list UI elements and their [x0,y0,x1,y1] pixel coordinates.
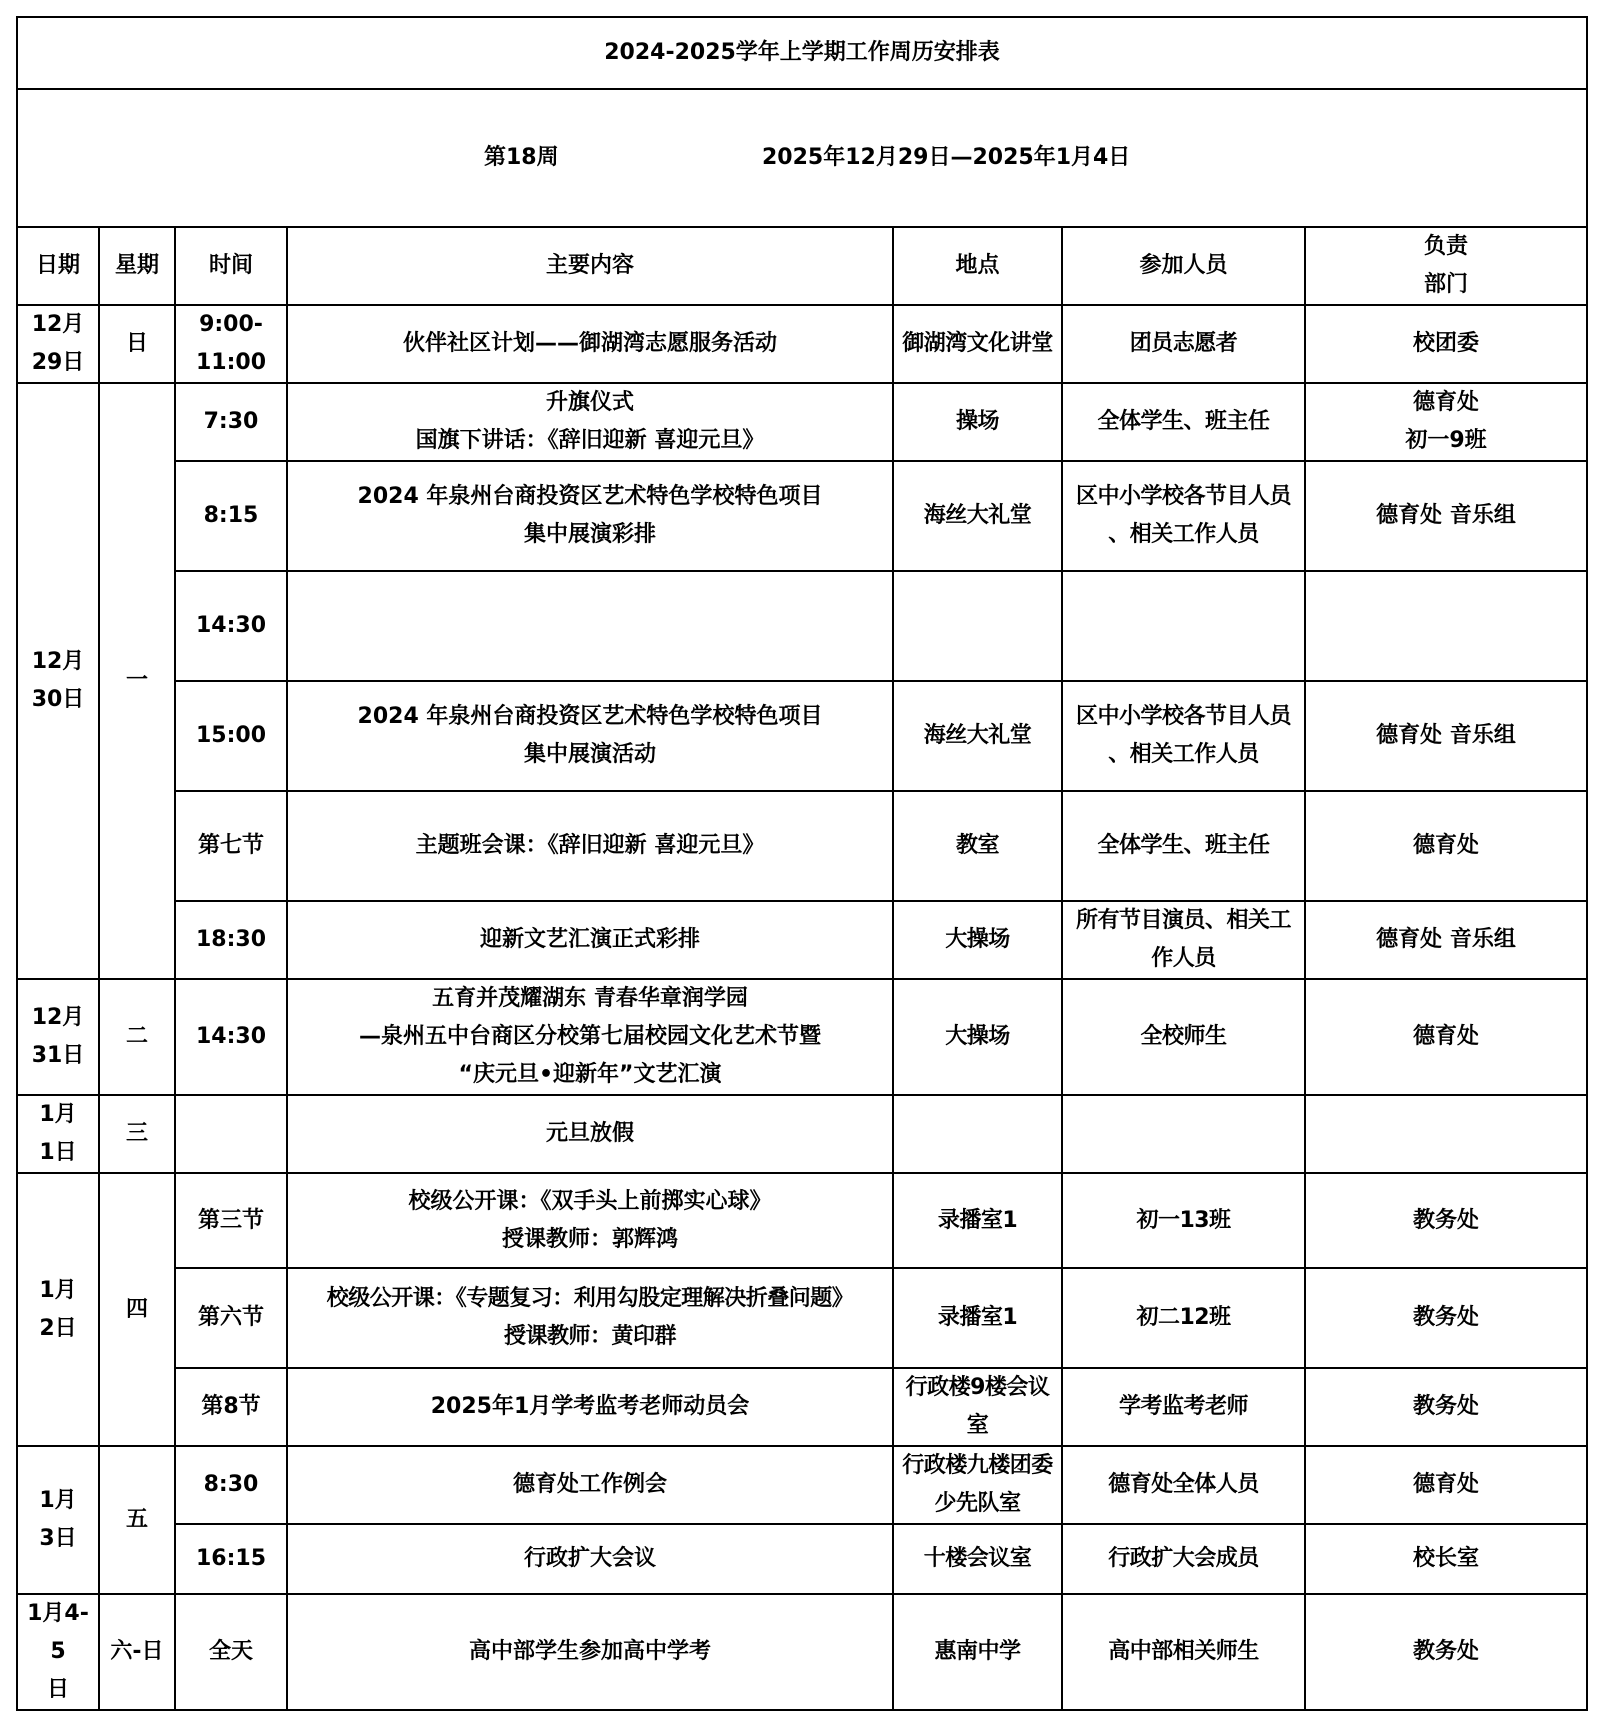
cell-time: 7:30 [175,383,287,461]
cell-department: 德育处 [1305,791,1587,901]
header-weekday: 星期 [99,227,175,305]
cell-weekday: 一 [99,383,175,979]
cell-participants: 全体学生、班主任 [1062,791,1305,901]
cell-department: 德育处 [1305,1446,1587,1524]
cell-content: 元旦放假 [287,1095,893,1173]
header-content: 主要内容 [287,227,893,305]
cell-content: 2025年1月学考监考老师动员会 [287,1368,893,1446]
cell-date: 1月4-5 日 [17,1594,99,1710]
cell-department: 德育处 音乐组 [1305,901,1587,979]
cell-content: 德育处工作例会 [287,1446,893,1524]
cell-content: 行政扩大会议 [287,1524,893,1594]
cell-participants [1062,1095,1305,1173]
cell-time: 8:15 [175,461,287,571]
cell-time: 18:30 [175,901,287,979]
cell-time: 15:00 [175,681,287,791]
cell-content [287,571,893,681]
cell-department: 德育处 音乐组 [1305,461,1587,571]
cell-location: 录播室1 [893,1173,1062,1268]
cell-weekday: 四 [99,1173,175,1446]
cell-location: 教室 [893,791,1062,901]
table-row [17,1594,1587,1710]
cell-content: 升旗仪式 国旗下讲话：《辞旧迎新 喜迎元旦》 [287,383,893,461]
table-row [17,901,1587,979]
cell-time: 14:30 [175,979,287,1095]
cell-weekday: 五 [99,1446,175,1594]
cell-department: 德育处 初一9班 [1305,383,1587,461]
cell-time: 14:30 [175,571,287,681]
table-row [17,681,1587,791]
cell-participants: 初二12班 [1062,1268,1305,1368]
cell-location: 海丝大礼堂 [893,681,1062,791]
week-row [17,89,1587,227]
page-title: 2024-2025学年上学期工作周历安排表 [17,17,1587,89]
cell-content: 2024 年泉州台商投资区艺术特色学校特色项目 集中展演活动 [287,681,893,791]
cell-content: 迎新文艺汇演正式彩排 [287,901,893,979]
week-number: 第18周 [484,145,559,170]
cell-participants: 学考监考老师 [1062,1368,1305,1446]
cell-weekday: 六-日 [99,1594,175,1710]
cell-content: 高中部学生参加高中学考 [287,1594,893,1710]
table-row [17,1524,1587,1594]
cell-participants: 德育处全体人员 [1062,1446,1305,1524]
table-row [17,571,1587,681]
cell-location: 大操场 [893,901,1062,979]
cell-participants: 区中小学校各节目人员 、相关工作人员 [1062,461,1305,571]
cell-content: 校级公开课：《专题复习：利用勾股定理解决折叠问题》 授课教师：黄印群 [287,1268,893,1368]
cell-location: 海丝大礼堂 [893,461,1062,571]
table-row [17,305,1587,383]
header-row [17,227,1587,305]
table-row [17,979,1587,1095]
cell-department [1305,1095,1587,1173]
schedule-sheet [16,16,1586,1711]
cell-time: 第8节 [175,1368,287,1446]
schedule-table [16,16,1588,1711]
cell-date: 12月 29日 [17,305,99,383]
cell-department [1305,571,1587,681]
cell-weekday: 三 [99,1095,175,1173]
cell-department: 德育处 [1305,979,1587,1095]
week-date-range: 2025年12月29日—2025年1月4日 [762,145,1131,170]
cell-department: 校长室 [1305,1524,1587,1594]
header-date: 日期 [17,227,99,305]
cell-content: 主题班会课：《辞旧迎新 喜迎元旦》 [287,791,893,901]
cell-content: 伙伴社区计划——御湖湾志愿服务活动 [287,305,893,383]
cell-department: 德育处 音乐组 [1305,681,1587,791]
cell-weekday: 二 [99,979,175,1095]
schedule-body [17,17,1587,1710]
cell-content: 五育并茂耀湖东 青春华章润学园 —泉州五中台商区分校第七届校园文化艺术节暨 “庆元旦•迎新年”文艺汇演 [287,979,893,1095]
table-row [17,1095,1587,1173]
cell-date: 12月 30日 [17,383,99,979]
header-participants: 参加人员 [1062,227,1305,305]
cell-location: 行政楼九楼团委 少先队室 [893,1446,1062,1524]
title-row [17,17,1587,89]
table-row [17,1173,1587,1268]
cell-time [175,1095,287,1173]
header-time: 时间 [175,227,287,305]
table-row [17,791,1587,901]
cell-department: 教务处 [1305,1368,1587,1446]
table-row [17,1446,1587,1524]
cell-department: 教务处 [1305,1173,1587,1268]
cell-time: 16:15 [175,1524,287,1594]
cell-time: 第六节 [175,1268,287,1368]
cell-location: 行政楼9楼会议 室 [893,1368,1062,1446]
cell-department: 教务处 [1305,1594,1587,1710]
cell-location: 御湖湾文化讲堂 [893,305,1062,383]
cell-location: 录播室1 [893,1268,1062,1368]
cell-time: 全天 [175,1594,287,1710]
cell-department: 校团委 [1305,305,1587,383]
cell-participants: 高中部相关师生 [1062,1594,1305,1710]
cell-department: 教务处 [1305,1268,1587,1368]
cell-location [893,1095,1062,1173]
cell-content: 校级公开课：《双手头上前掷实心球》 授课教师：郭辉鸿 [287,1173,893,1268]
cell-participants: 初一13班 [1062,1173,1305,1268]
week-info [17,89,1587,227]
cell-weekday: 日 [99,305,175,383]
cell-participants: 区中小学校各节目人员 、相关工作人员 [1062,681,1305,791]
header-location: 地点 [893,227,1062,305]
cell-time: 第三节 [175,1173,287,1268]
cell-location: 惠南中学 [893,1594,1062,1710]
cell-participants: 全体学生、班主任 [1062,383,1305,461]
table-row [17,1268,1587,1368]
table-row [17,461,1587,571]
cell-time: 8:30 [175,1446,287,1524]
cell-date: 1月 1日 [17,1095,99,1173]
cell-date: 1月 3日 [17,1446,99,1594]
cell-location: 十楼会议室 [893,1524,1062,1594]
cell-time: 第七节 [175,791,287,901]
header-department: 负责 部门 [1305,227,1587,305]
cell-location: 大操场 [893,979,1062,1095]
cell-participants [1062,571,1305,681]
table-row [17,383,1587,461]
cell-date: 12月 31日 [17,979,99,1095]
cell-participants: 行政扩大会成员 [1062,1524,1305,1594]
cell-date: 1月 2日 [17,1173,99,1446]
cell-content: 2024 年泉州台商投资区艺术特色学校特色项目 集中展演彩排 [287,461,893,571]
cell-participants: 所有节目演员、相关工 作人员 [1062,901,1305,979]
cell-location: 操场 [893,383,1062,461]
cell-participants: 全校师生 [1062,979,1305,1095]
cell-time: 9:00- 11:00 [175,305,287,383]
cell-location [893,571,1062,681]
table-row [17,1368,1587,1446]
cell-participants: 团员志愿者 [1062,305,1305,383]
